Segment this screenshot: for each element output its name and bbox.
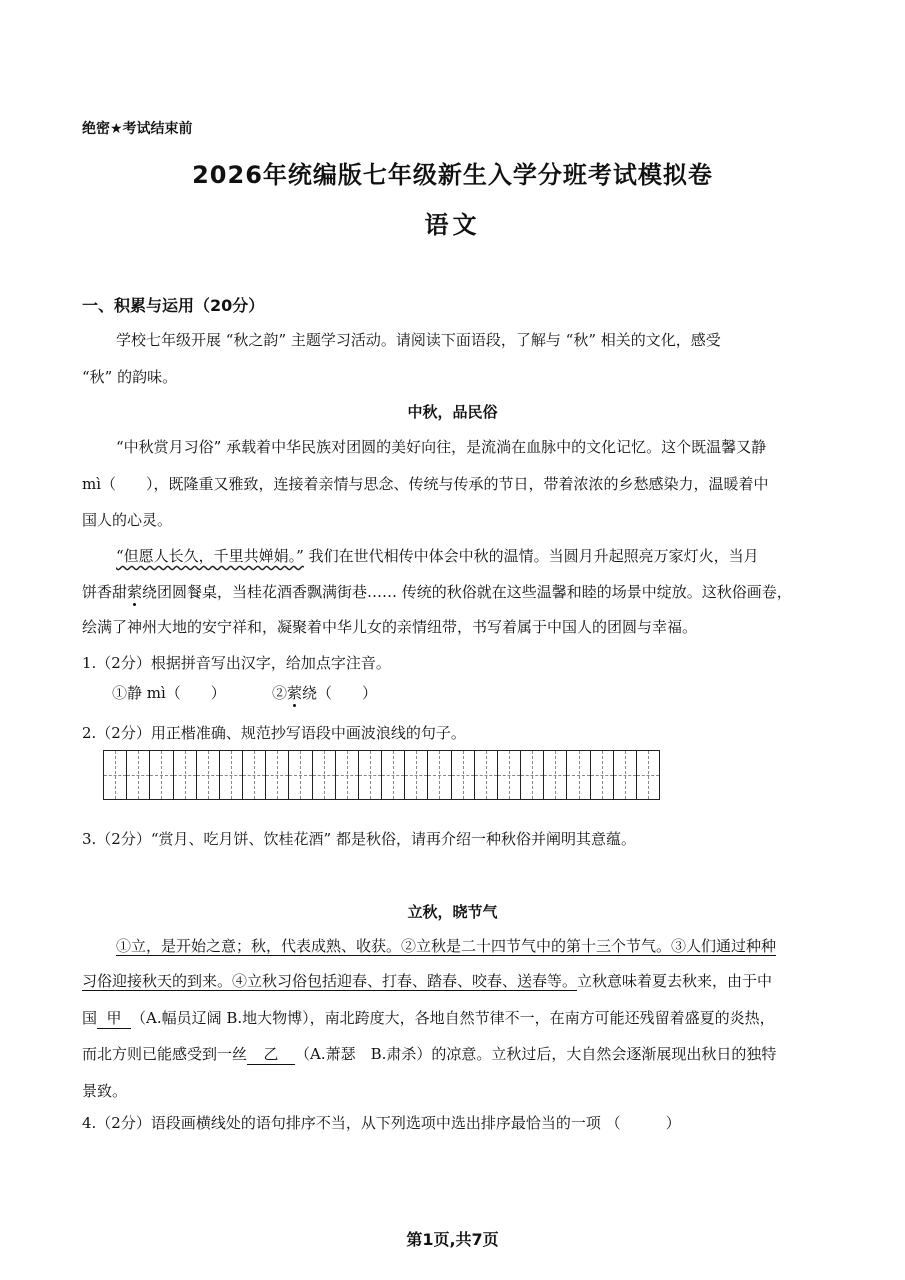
dotted-char: 萦 bbox=[287, 684, 303, 702]
passage2-line4-a: 而北方则已能感受到一丝 bbox=[82, 1045, 248, 1063]
grid-cell[interactable] bbox=[637, 751, 659, 799]
grid-cell[interactable] bbox=[220, 751, 243, 799]
grid-cell[interactable] bbox=[359, 751, 382, 799]
question-3: 3.（2分）“赏月、吃月饼、饮桂花酒” 都是秋俗，请再介绍一种秋俗并阐明其意蕴。 bbox=[82, 830, 636, 848]
passage2-line1 bbox=[116, 936, 776, 956]
subject-title: 语文 bbox=[424, 211, 481, 239]
passage1-p2-line1-rest: 我们在世代相传中体会中秋的温情。当圆月升起照亮万家灯火，当月 bbox=[303, 547, 759, 565]
grid-cell[interactable] bbox=[150, 751, 173, 799]
grid-cell[interactable] bbox=[428, 751, 451, 799]
question-1-part-b bbox=[272, 683, 377, 703]
passage1-p1-line1: “中秋赏月习俗” 承载着中华民族对团圆的美好向往，是流淌在血脉中的文化记忆。这个既温馨又静 bbox=[116, 438, 767, 456]
passage1-p2-line2-a: 饼香甜 bbox=[82, 583, 128, 601]
grid-cell[interactable] bbox=[382, 751, 405, 799]
exam-title: 2026年统编版七年级新生入学分班考试模拟卷 bbox=[192, 161, 713, 189]
passage1-p1-line3: 国人的心灵。 bbox=[82, 511, 173, 529]
grid-cell[interactable] bbox=[104, 751, 127, 799]
grid-cell[interactable] bbox=[266, 751, 289, 799]
grid-cell[interactable] bbox=[197, 751, 220, 799]
grid-cell[interactable] bbox=[405, 751, 428, 799]
grid-cell[interactable] bbox=[498, 751, 521, 799]
grid-cell[interactable] bbox=[614, 751, 637, 799]
dotted-char: 萦 bbox=[127, 583, 143, 601]
question-1: 1.（2分）根据拼音写出汉字，给加点字注音。 bbox=[82, 654, 391, 672]
intro-text-line2: “秋” 的韵味。 bbox=[82, 368, 178, 386]
grid-cell[interactable] bbox=[127, 751, 150, 799]
passage1-p2-line2 bbox=[82, 582, 792, 602]
section-heading: 一、积累与运用（20分） bbox=[82, 296, 265, 315]
grid-cell[interactable] bbox=[336, 751, 359, 799]
underlined-sentence-4: 习俗迎接秋天的到来。④立秋习俗包括迎春、打春、踏春、咬春、送春等。 bbox=[82, 972, 578, 990]
passage2-title: 立秋，晓节气 bbox=[407, 903, 498, 921]
passage2-line3 bbox=[82, 1008, 775, 1029]
underlined-sentence-3: ③人们通过种种 bbox=[671, 937, 777, 955]
grid-cell[interactable] bbox=[591, 751, 614, 799]
question-1-part-b-rest: 绕（ ） bbox=[302, 684, 378, 702]
underlined-sentence-2: ②立秋是二十四节气中的第十三个节气。 bbox=[401, 937, 672, 955]
passage1-p2-line2-b: 绕团圆餐桌，当桂花酒香飘满街巷…… 传统的秋俗就在这些温馨和睦的场景中绽放。这秋俗画卷， bbox=[142, 583, 792, 601]
underlined-sentence-1: ①立，是开始之意；秋，代表成熟、收获。 bbox=[116, 937, 402, 955]
question-1-part-a: ①静 mì（ ） bbox=[112, 684, 226, 702]
secret-label: 绝密★考试结束前 bbox=[82, 121, 193, 137]
passage2-line5: 景致。 bbox=[82, 1082, 128, 1100]
question-1-part-b-prefix: ② bbox=[272, 684, 288, 702]
passage2-line2-rest: 立秋意味着夏去秋来，由于中 bbox=[577, 972, 773, 990]
grid-cell[interactable] bbox=[174, 751, 197, 799]
passage2-line4 bbox=[82, 1044, 776, 1065]
wavy-underlined-quote: “但愿人长久，千里共婵娟。” bbox=[116, 547, 304, 565]
grid-cell[interactable] bbox=[544, 751, 567, 799]
grid-cell[interactable] bbox=[313, 751, 336, 799]
blank-jia[interactable]: 甲 bbox=[97, 1008, 131, 1029]
passage1-p2-line3: 绘满了神州大地的安宁祥和，凝聚着中华儿女的亲情纽带，书写着属于中国人的团圆与幸福。 bbox=[82, 618, 698, 636]
passage2-line2 bbox=[82, 971, 772, 991]
grid-cell[interactable] bbox=[243, 751, 266, 799]
intro-text-line1: 学校七年级开展 “秋之韵” 主题学习活动。请阅读下面语段，了解与 “秋” 相关的文化，感受 bbox=[116, 331, 721, 349]
grid-cell[interactable] bbox=[521, 751, 544, 799]
question-4: 4.（2分）语段画横线处的语句排序不当，从下列选项中选出排序最恰当的一项 （ ） bbox=[82, 1114, 681, 1132]
passage1-p1-line2: mì（ ），既隆重又雅致，连接着亲情与思念、传统与传承的节日，带着浓浓的乡愁感染力，温暖着中 bbox=[82, 475, 769, 493]
writing-grid[interactable] bbox=[103, 750, 660, 800]
grid-cell[interactable] bbox=[452, 751, 475, 799]
passage2-line4-b: （A.萧瑟 B.肃杀）的凉意。立秋过后，大自然会逐渐展现出秋日的独特 bbox=[295, 1045, 777, 1063]
blank-yi[interactable]: 乙 bbox=[247, 1044, 295, 1065]
question-2: 2.（2分）用正楷准确、规范抄写语段中画波浪线的句子。 bbox=[82, 724, 466, 742]
passage2-line3-a: 国 bbox=[82, 1009, 98, 1027]
passage2-line3-b: （A.幅员辽阔 B.地大物博），南北跨度大，各地自然节律不一，在南方可能还残留着盛夏的炎热， bbox=[131, 1009, 775, 1027]
grid-cell[interactable] bbox=[567, 751, 590, 799]
grid-cell[interactable] bbox=[475, 751, 498, 799]
grid-cell[interactable] bbox=[289, 751, 312, 799]
page-number: 第1页,共7页 bbox=[406, 1230, 499, 1249]
passage1-p2-line1 bbox=[116, 546, 759, 566]
passage1-title: 中秋，品民俗 bbox=[407, 403, 498, 421]
